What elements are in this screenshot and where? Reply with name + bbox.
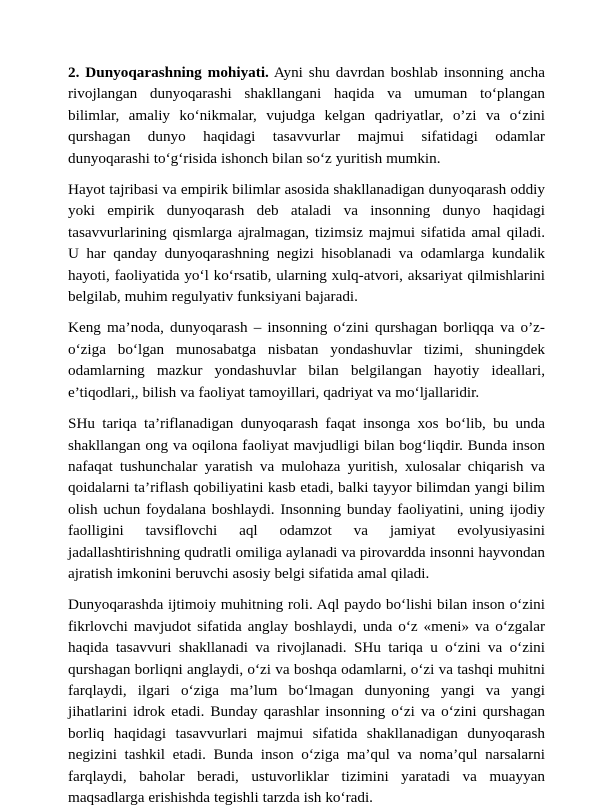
- paragraph-1: [68, 62, 545, 169]
- paragraph-5: Dunyoqarashda ijtimoiy muhitning roli. Aql paydo bo‘lishi bilan inson o‘zini fikrlovchi mavjudot sifatida anglay boshlaydi, unda o‘z «meni» va o‘zgalar haqida tasavvuri shakllanadi va rivojlanadi. SHu tariqa u o‘zini va o‘zini qurshagan borliqni anglaydi, o‘zi va boshqa odamlarni, o‘zi va tashqi muhitni farqlaydi, ilgari o‘ziga ma’lum bo‘lmagan dunyoning yangi va yangi jihatlarini idrok etadi. Bunday qarashlar insonning o‘zi va o‘zini qurshagan borliq haqidagi tasavvurlari majmui sifatida shakllanadigan dunyoqarash negizini tashkil etadi. Bunda inson o‘ziga ma’qul va noma’qul narsalarni farqlaydi, baholar beradi, ustuvorliklar tizimini yaratadi va muayyan maqsadlarga erishishda tegishli tarzda ish ko‘radi.: [68, 596, 545, 806]
- paragraph-2: Hayot tajribasi va empirik bilimlar asosida shakllanadigan dunyoqarash oddiy yoki empirik dunyoqarash deb ataladi va insonning dunyo haqidagi tasavvurlarining qismlarga ajralmagan, tizimsiz majmui sifatida amal qiladi. U har qanday dunyoqarashning negizi hisoblanadi va odamlarga kundalik hayoti, faoliyatida yo‘l ko‘rsatib, ularning xulq-atvori, aksariyat qilmishlarini belgilab, muhim regulyativ funksiyani bajaradi.: [68, 181, 545, 306]
- section-heading-run: 2. Dunyoqarashning mohiyati.: [68, 64, 269, 81]
- document-text-body: [68, 62, 545, 808]
- paragraph-4: SHu tariqa ta’riflanadigan dunyoqarash faqat insonga xos bo‘lib, bu unda shakllangan ong va oqilona faoliyat mavjudligi bilan bog‘liqdir. Bunda inson nafaqat tushunchalar yaratish va mulohaza yuritish, xulosalar chiqarish va qoidalarni ta’riflash qobiliyatini kasb etadi, balki tayyor bilimdan yangi bilim olish uchun foydalana boshlaydi. Insonning bunday faoliyatini, uning ijodiy faolligini tavsiflovchi aql odamzot va jamiyat evolyusiyasini jadallashtirishning qudratli omiliga aylanadi va pirovardda insonni hayvondan ajratish imkonini beruvchi asosiy belgi sifatida amal qiladi.: [68, 415, 545, 582]
- paragraph-1-text: Ayni shu davrdan boshlab insonning ancha rivojlangan dunyoqarashi shakllangani haqida va umuman to‘plangan bilimlar, amaliy ko‘nikmalar, vujudga kelgan qadriyatlar, o’zi va o‘zini qurshagan dunyo haqidagi tasavvurlar majmui sifatidagi odamlar dunyoqarashi to‘g‘risida ishonch bilan so‘z yuritish mumkin.: [68, 64, 545, 167]
- paragraph-3: Keng ma’noda, dunyoqarash – insonning o‘zini qurshagan borliqqa va o’z-o‘ziga bo‘lgan munosabatga nisbatan yondashuvlar tizimi, shuningdek odamlarning mazkur yondashuvlar bilan belgilangan hayotiy ideallari, e’tiqodlari,, bilish va faoliyat tamoyillari, qadriyat va mo‘ljallaridir.: [68, 319, 545, 401]
